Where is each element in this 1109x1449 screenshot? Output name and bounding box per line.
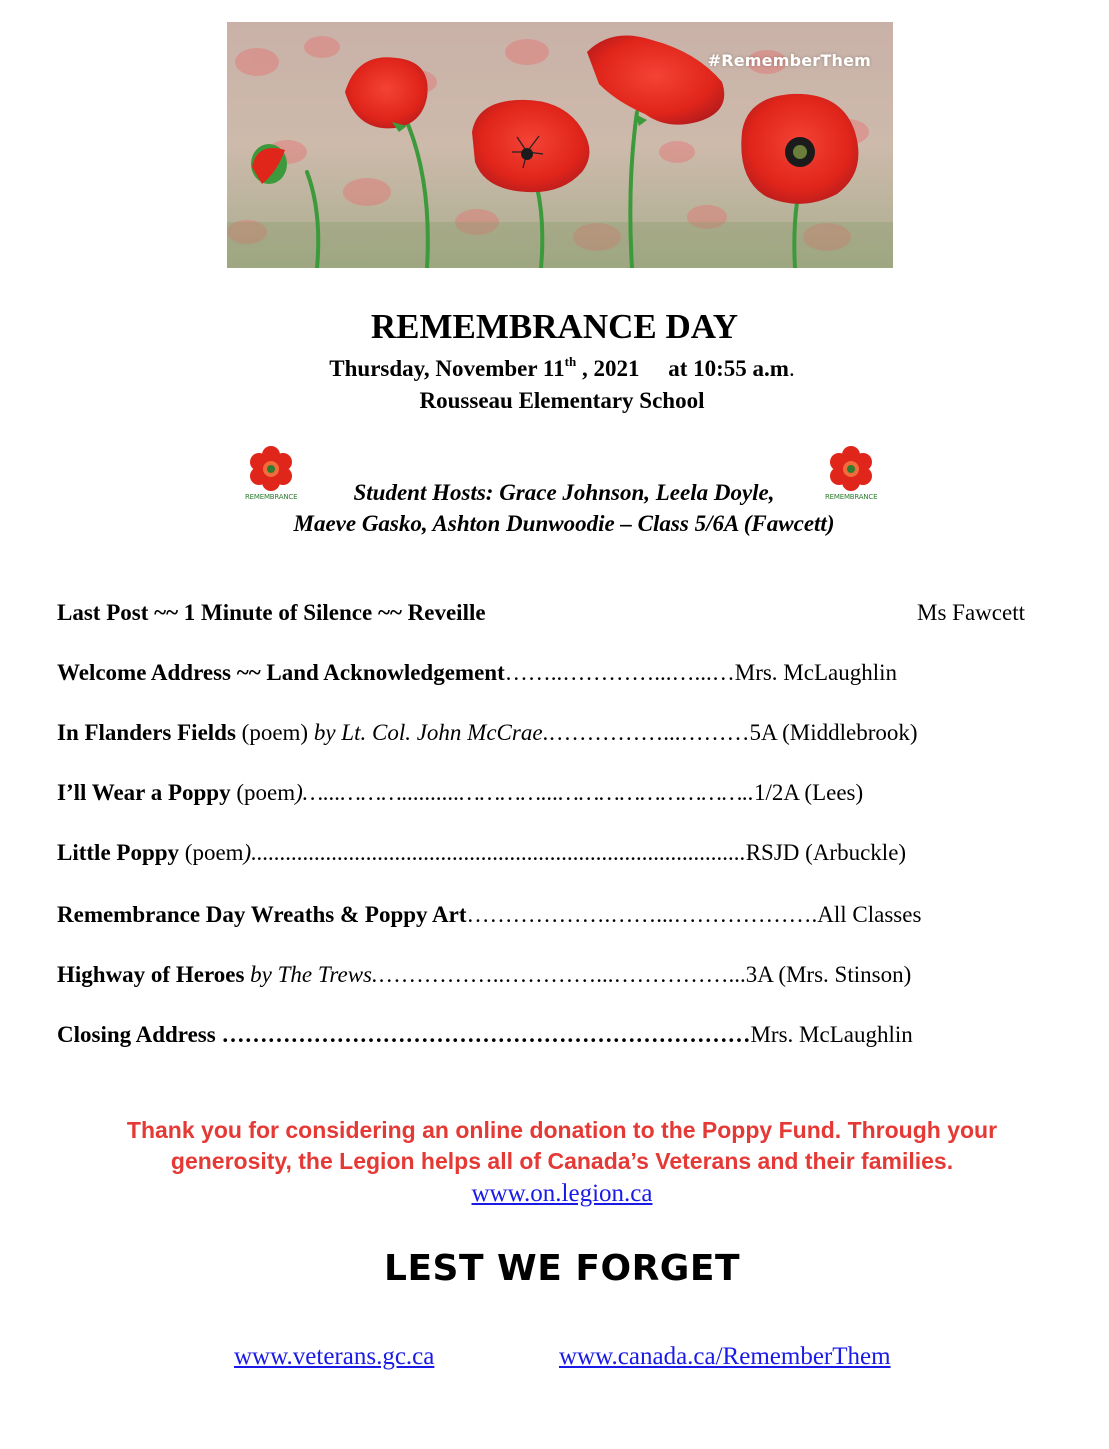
poppy-flower-4 xyxy=(741,94,858,204)
program-author: by The Trews. xyxy=(244,962,378,987)
donation-message-line-1: Thank you for considering an online donation to the Poppy Fund. Through your xyxy=(126,1117,998,1143)
program-title: Remembrance Day Wreaths & Poppy Art xyxy=(57,902,467,927)
program-presenter: 5A (Middlebrook) xyxy=(749,720,918,745)
program-leader-dots: …………………………………………………………… xyxy=(221,1022,751,1047)
program-leader-dots: )…...………..........…………...……………………….. xyxy=(295,780,754,805)
legion-link-row xyxy=(0,1180,1109,1208)
donation-message-line-2: generosity, the Legion helps all of Canada’s Veterans and their families. xyxy=(170,1148,954,1174)
program-item-last-post xyxy=(57,600,1037,626)
lest-we-forget-heading: LEST WE FORGET xyxy=(384,1248,740,1289)
program-leader-dots: )...................................................................................... xyxy=(243,840,746,865)
canada-remember-link[interactable]: www.canada.ca/RememberThem xyxy=(559,1343,891,1370)
program-title: Welcome Address ~~ Land Acknowledgement xyxy=(57,660,505,685)
emblem-caption: REMEMBRANCE xyxy=(245,493,298,501)
program-presenter: Mrs. McLaughlin xyxy=(734,660,898,685)
page-title: REMEMBRANCE DAY xyxy=(370,307,739,346)
program-item-welcome xyxy=(57,660,1037,686)
program-presenter: Ms Fawcett xyxy=(917,600,1025,625)
veterans-link-row xyxy=(234,1343,434,1371)
program-item-highway-of-heroes xyxy=(57,962,1037,988)
program-type: (poem xyxy=(230,780,296,805)
program-author: by Lt. Col. John McCrae xyxy=(313,720,543,745)
program-presenter: 1/2A (Lees) xyxy=(753,780,864,805)
donation-message xyxy=(0,1115,1109,1177)
program-leader-dots: ……..…………...…...… xyxy=(504,660,735,685)
program-presenter: Mrs. McLaughlin xyxy=(750,1022,913,1047)
program-title: Highway of Heroes xyxy=(57,962,245,987)
emblem-caption: REMEMBRANCE xyxy=(825,493,878,501)
poppy-banner-image xyxy=(227,22,893,268)
school-name: Rousseau Elementary School xyxy=(419,388,705,413)
program-leader-dots: .……………...……… xyxy=(542,720,750,745)
poppy-bud xyxy=(251,144,287,184)
event-time-text: , 2021 at 10:55 a.m xyxy=(576,356,789,381)
program-item-wreaths xyxy=(57,902,1037,928)
program-item-wear-a-poppy xyxy=(57,780,1037,806)
program-title: Closing Address xyxy=(57,1022,222,1047)
program-leader-dots: ……………..…………...……………... xyxy=(377,962,746,987)
date-period: . xyxy=(788,356,795,381)
legion-link[interactable]: www.on.legion.ca xyxy=(471,1180,653,1207)
program-type: (poem) xyxy=(235,720,314,745)
program-presenter: 3A (Mrs. Stinson) xyxy=(745,962,912,987)
event-date-text: Thursday, November 11 xyxy=(329,356,565,381)
student-hosts-line-1: Student Hosts: Grace Johnson, Leela Doyle, xyxy=(353,480,775,505)
veterans-link[interactable]: www.veterans.gc.ca xyxy=(234,1343,435,1370)
program-presenter: RSJD (Arbuckle) xyxy=(745,840,907,865)
program-item-closing xyxy=(57,1022,1037,1048)
hashtag-label: #RememberThem xyxy=(707,51,871,70)
program-type: (poem xyxy=(179,840,244,865)
event-date-time xyxy=(0,356,1109,382)
program-title: In Flanders Fields xyxy=(57,720,236,745)
program-item-flanders-fields xyxy=(57,720,1037,746)
program-title: Little Poppy xyxy=(57,840,180,865)
canada-link-row xyxy=(559,1343,891,1371)
program-item-little-poppy xyxy=(57,840,1037,866)
program-presenter: All Classes xyxy=(817,902,922,927)
program-title: I’ll Wear a Poppy xyxy=(57,780,231,805)
program-leader-dots: ……………….……...………………. xyxy=(466,902,818,927)
student-hosts-line-2: Maeve Gasko, Ashton Dunwoodie – Class 5/6A (Fawcett) xyxy=(293,511,835,536)
date-ordinal: th xyxy=(564,354,577,369)
program-title: Last Post ~~ 1 Minute of Silence ~~ Reveille xyxy=(57,600,486,625)
